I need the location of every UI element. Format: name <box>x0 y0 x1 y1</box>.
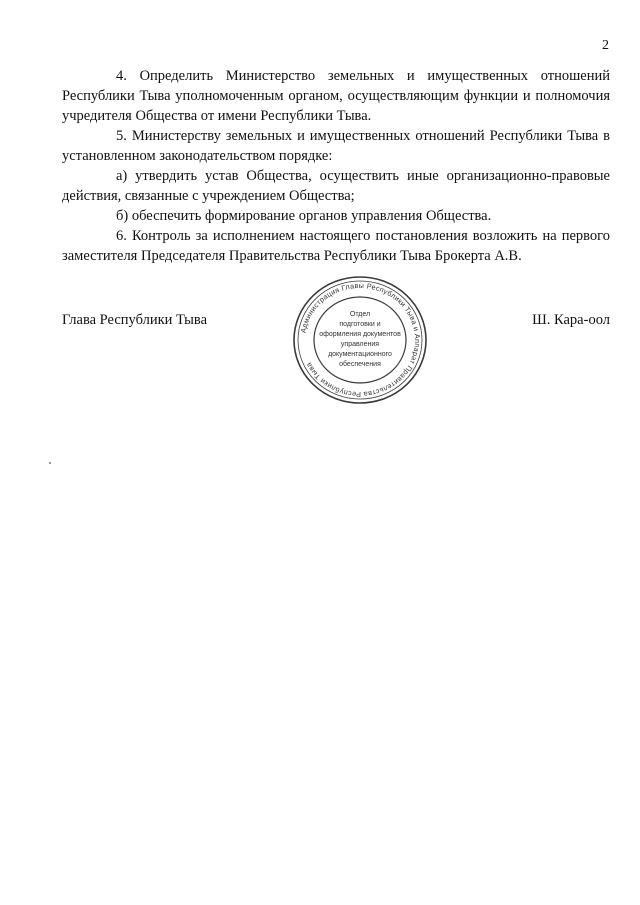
official-stamp <box>282 270 438 410</box>
scan-speck <box>49 462 51 464</box>
signatory-name: Ш. Кара-оол <box>532 312 610 328</box>
page-number: 2 <box>602 38 609 53</box>
paragraph-5b: б) обеспечить формирование органов управления Общества. <box>116 208 492 224</box>
stamp-line-3: оформления документов <box>319 331 401 338</box>
paragraph-4: 4. Определить Министерство земельных и имущественных отношений Республики Тыва уполномоченным органом, осуществляющим функции и полномочия учредителя Общества от имени Республики Тыва. <box>62 68 610 124</box>
paragraph-5a: а) утвердить устав Общества, осуществить иные организационно-правовые действия, связанные с учреждением Общества; <box>62 168 610 204</box>
document-body <box>62 66 610 266</box>
stamp-line-5: документационного <box>328 351 392 358</box>
paragraph-5: 5. Министерству земельных и имущественных отношений Республики Тыва в установленном законодательством порядке: <box>62 128 610 164</box>
stamp-line-2: подготовки и <box>339 321 381 328</box>
stamp-line-1: Отдел <box>349 311 371 318</box>
stamp-line-6: обеспечения <box>339 361 381 368</box>
svg-text:Администрация Главы Республики <box>299 281 423 399</box>
signatory-title: Глава Республики Тыва <box>62 312 208 328</box>
stamp-ring-text: Администрация Главы Республики Тыва и Аппарат Правительства Республики Тыва <box>298 280 423 400</box>
paragraph-6: 6. Контроль за исполнением настоящего постановления возложить на первого заместителя Председателя Правительства Республики Тыва Брокерта А.В. <box>62 228 610 264</box>
stamp-line-4: управления <box>340 341 380 348</box>
